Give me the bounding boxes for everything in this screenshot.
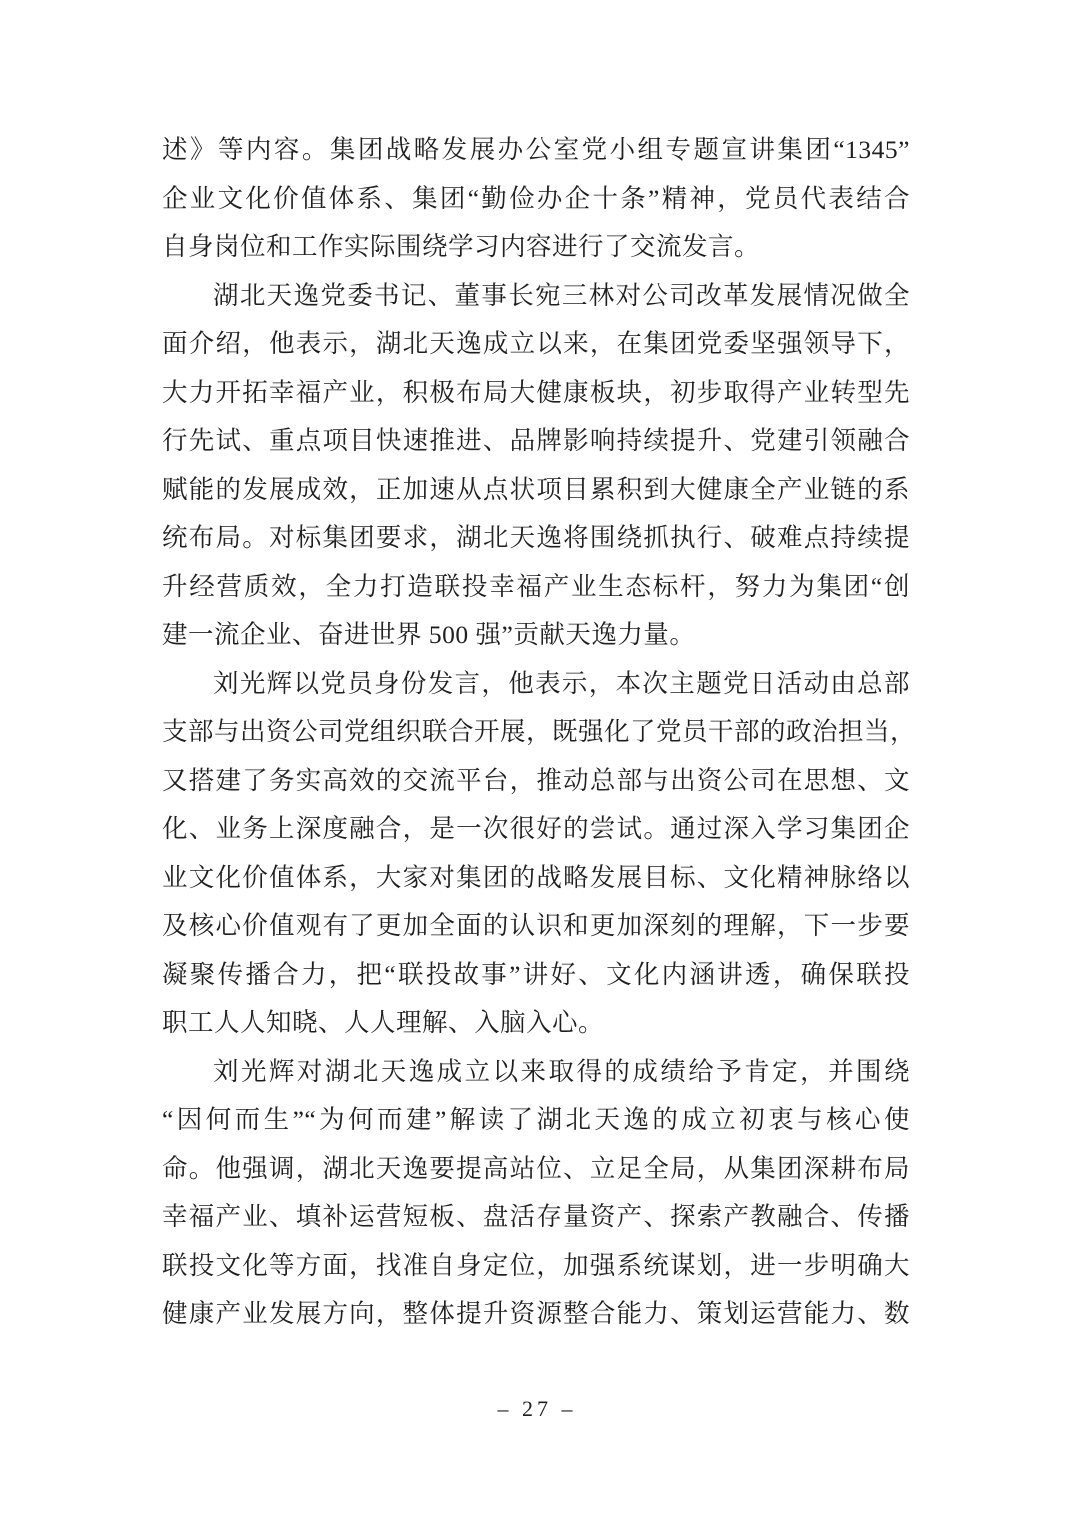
text-line: 述》等内容。集团战略发展办公室党小组专题宣讲集团“1345” bbox=[162, 135, 910, 164]
text-line: 行先试、重点项目快速推进、品牌影响持续提升、党建引领融合 bbox=[162, 426, 910, 455]
text-line: 支部与出资公司党组织联合开展，既强化了党员干部的政治担当， bbox=[162, 717, 917, 746]
text-line: 职工人人知晓、人人理解、入脑入心。 bbox=[162, 1008, 605, 1037]
text-line: 联投文化等方面，找准自身定位，加强系统谋划，进一步明确大 bbox=[162, 1250, 910, 1280]
text-line: 湖北天逸党委书记、董事长宛三林对公司改革发展情况做全 bbox=[213, 280, 910, 310]
text-line: 大力开拓幸福产业，积极布局大健康板块，初步取得产业转型先 bbox=[162, 377, 910, 407]
text-line: 统布局。对标集团要求，湖北天逸将围绕抓执行、破难点持续提 bbox=[162, 523, 910, 552]
text-line: 刘光辉以党员身份发言，他表示，本次主题党日活动由总部 bbox=[213, 668, 910, 698]
text-line: 化、业务上深度融合，是一次很好的尝试。通过深入学习集团企 bbox=[162, 814, 910, 843]
text-line: 刘光辉对湖北天逸成立以来取得的成绩给予肯定，并围绕 bbox=[213, 1056, 910, 1086]
text-line: 升经营质效，全力打造联投幸福产业生态标杆，努力为集团“创 bbox=[162, 571, 910, 601]
text-line: 及核心价值观有了更加全面的认识和更加深刻的理解，下一步要 bbox=[162, 911, 910, 940]
text-line: 建一流企业、奋进世界 500 强”贡献天逸力量。 bbox=[162, 620, 696, 649]
document-text-block bbox=[162, 126, 917, 1339]
text-line: 企业文化价值体系、集团“勤俭办企十条”精神，党员代表结合 bbox=[162, 183, 910, 213]
text-line: 健康产业发展方向，整体提升资源整合能力、策划运营能力、数 bbox=[162, 1299, 910, 1328]
text-line: 命。他强调，湖北天逸要提高站位、立足全局，从集团深耕布局 bbox=[162, 1153, 910, 1183]
page-number: – 27 – bbox=[497, 1396, 577, 1421]
text-line: 面介绍，他表示，湖北天逸成立以来，在集团党委坚强领导下， bbox=[162, 329, 910, 358]
text-line: 赋能的发展成效，正加速从点状项目累积到大健康全产业链的系 bbox=[162, 474, 910, 504]
text-line: 业文化价值体系，大家对集团的战略发展目标、文化精神脉络以 bbox=[162, 862, 910, 892]
text-line: 自身岗位和工作实际围绕学习内容进行了交流发言。 bbox=[162, 232, 761, 261]
text-line: “因何而生”“为何而建”解读了湖北天逸的成立初衷与核心使 bbox=[162, 1105, 910, 1134]
text-line: 又搭建了务实高效的交流平台，推动总部与出资公司在思想、文 bbox=[162, 765, 910, 795]
text-line: 幸福产业、填补运营短板、盘活存量资产、探索产教融合、传播 bbox=[162, 1202, 910, 1231]
text-line: 凝聚传播合力，把“联投故事”讲好、文化内涵讲透，确保联投 bbox=[162, 959, 910, 989]
